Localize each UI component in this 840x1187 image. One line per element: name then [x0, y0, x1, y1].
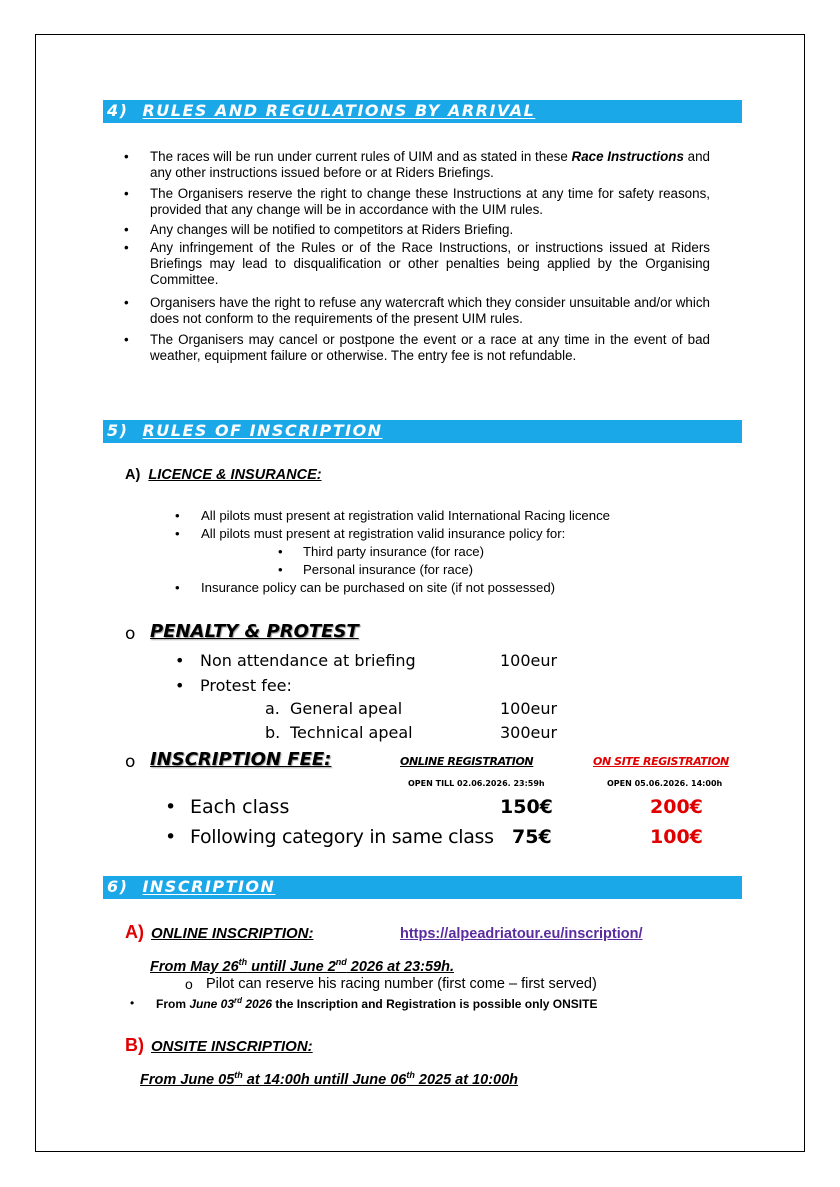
- penalty-label: Non attendance at briefing: [200, 651, 416, 670]
- penalty-label: General apeal: [290, 699, 403, 718]
- penalty-label: Protest fee:: [200, 676, 292, 695]
- list-item: •: [165, 826, 177, 848]
- list-marker: o: [125, 624, 136, 644]
- list-item: •: [175, 526, 180, 541]
- penalty-heading: PENALTY & PROTEST: [150, 621, 359, 642]
- list-item: •: [165, 796, 177, 818]
- list-item: •: [278, 544, 283, 559]
- section-number: 6): [107, 877, 129, 896]
- fee-onsite-value: 100€: [650, 826, 703, 848]
- section-title: RULES AND REGULATIONS BY ARRIVAL: [142, 101, 536, 120]
- penalty-value: 300eur: [500, 723, 558, 742]
- fee-online-value: 75€: [512, 826, 552, 848]
- online-registration-deadline: OPEN TILL 02.06.2026. 23:59h: [408, 779, 545, 788]
- list-item-text: All pilots must present at registration valid International Racing licence: [201, 508, 611, 523]
- penalty-value: 100eur: [500, 699, 558, 718]
- list-item-text: Third party insurance (for race): [303, 544, 485, 559]
- list-item: •: [278, 562, 283, 577]
- fee-onsite-value: 200€: [650, 796, 703, 818]
- fee-label: Each class: [190, 796, 290, 818]
- section-title: INSCRIPTION: [142, 877, 276, 896]
- online-registration-heading: ONLINE REGISTRATION: [400, 755, 534, 768]
- inscription-link[interactable]: https://alpeadriatour.eu/inscription/: [400, 926, 643, 942]
- section-number: 5): [107, 421, 129, 440]
- online-inscription-heading: ONLINE INSCRIPTION:: [151, 925, 314, 942]
- list-item: • Organisers have the right to refuse any watercraft which they consider unsuitable and/or which does not conform to the requirements of the present UIM rules.: [124, 295, 710, 326]
- list-marker: o: [125, 752, 136, 772]
- penalty-value: 100eur: [500, 651, 558, 670]
- list-marker: o: [185, 976, 193, 992]
- onsite-only-note: From June 03rd 2026 the Inscription and Registration is possible only ONSITE: [156, 996, 598, 1011]
- section-5-header: [103, 420, 742, 443]
- list-item: •: [175, 651, 185, 670]
- onsite-letter: B): [125, 1035, 144, 1055]
- list-item: • The races will be run under current rules of UIM and as stated in these Race Instructions and any other instructions issued before or at Riders Briefings.: [124, 149, 711, 180]
- list-item: •: [175, 580, 180, 595]
- list-item: •: [175, 508, 180, 523]
- reservation-note: Pilot can reserve his racing number (first come – first served): [206, 976, 597, 992]
- section-6-header: [103, 876, 742, 899]
- list-item-text: Personal insurance (for race): [303, 562, 474, 577]
- list-item-text: Insurance policy can be purchased on site (if not possessed): [201, 580, 556, 595]
- list-item: •: [130, 996, 135, 1010]
- fee-online-value: 150€: [500, 796, 553, 818]
- onsite-period: From June 05th at 14:00h untill June 06th 2025 at 10:00h: [140, 1070, 519, 1088]
- list-item: • Any changes will be notified to competitors at Riders Briefing.: [124, 222, 514, 237]
- penalty-label: Technical apeal: [290, 723, 413, 742]
- fee-label: Following category in same class: [190, 826, 494, 848]
- section-title: RULES OF INSCRIPTION: [142, 421, 383, 440]
- list-item: • The Organisers reserve the right to change these Instructions at any time for safety reasons, provided that any change will be in accordance with the UIM rules.: [124, 186, 710, 217]
- list-item: • The Organisers may cancel or postpone the event or a race at any time in the event of bad weather, equipment failure or otherwise. The entry fee is not refundable.: [124, 332, 710, 363]
- onsite-inscription-heading: ONSITE INSCRIPTION:: [151, 1038, 313, 1055]
- licence-heading: A) LICENCE & INSURANCE:: [125, 467, 322, 483]
- section-4-header: [103, 100, 742, 123]
- fee-heading: INSCRIPTION FEE:: [150, 749, 332, 770]
- online-period: From May 26th untill June 2nd 2026 at 23:59h.: [150, 957, 454, 975]
- online-letter: A): [125, 922, 144, 942]
- list-item-text: All pilots must present at registration valid insurance policy for:: [201, 526, 566, 541]
- list-letter: a.: [265, 699, 280, 718]
- onsite-registration-heading: ON SITE REGISTRATION: [593, 755, 729, 768]
- onsite-registration-opening: OPEN 05.06.2026. 14:00h: [607, 779, 723, 788]
- section-number: 4): [107, 101, 129, 120]
- list-item: •: [175, 676, 185, 695]
- list-letter: b.: [265, 723, 281, 742]
- list-item: • Any infringement of the Rules or of the Race Instructions, or instructions issued at Riders Briefings may lead to disqualification or other penalties being applied by the Organising Committee.: [124, 240, 710, 287]
